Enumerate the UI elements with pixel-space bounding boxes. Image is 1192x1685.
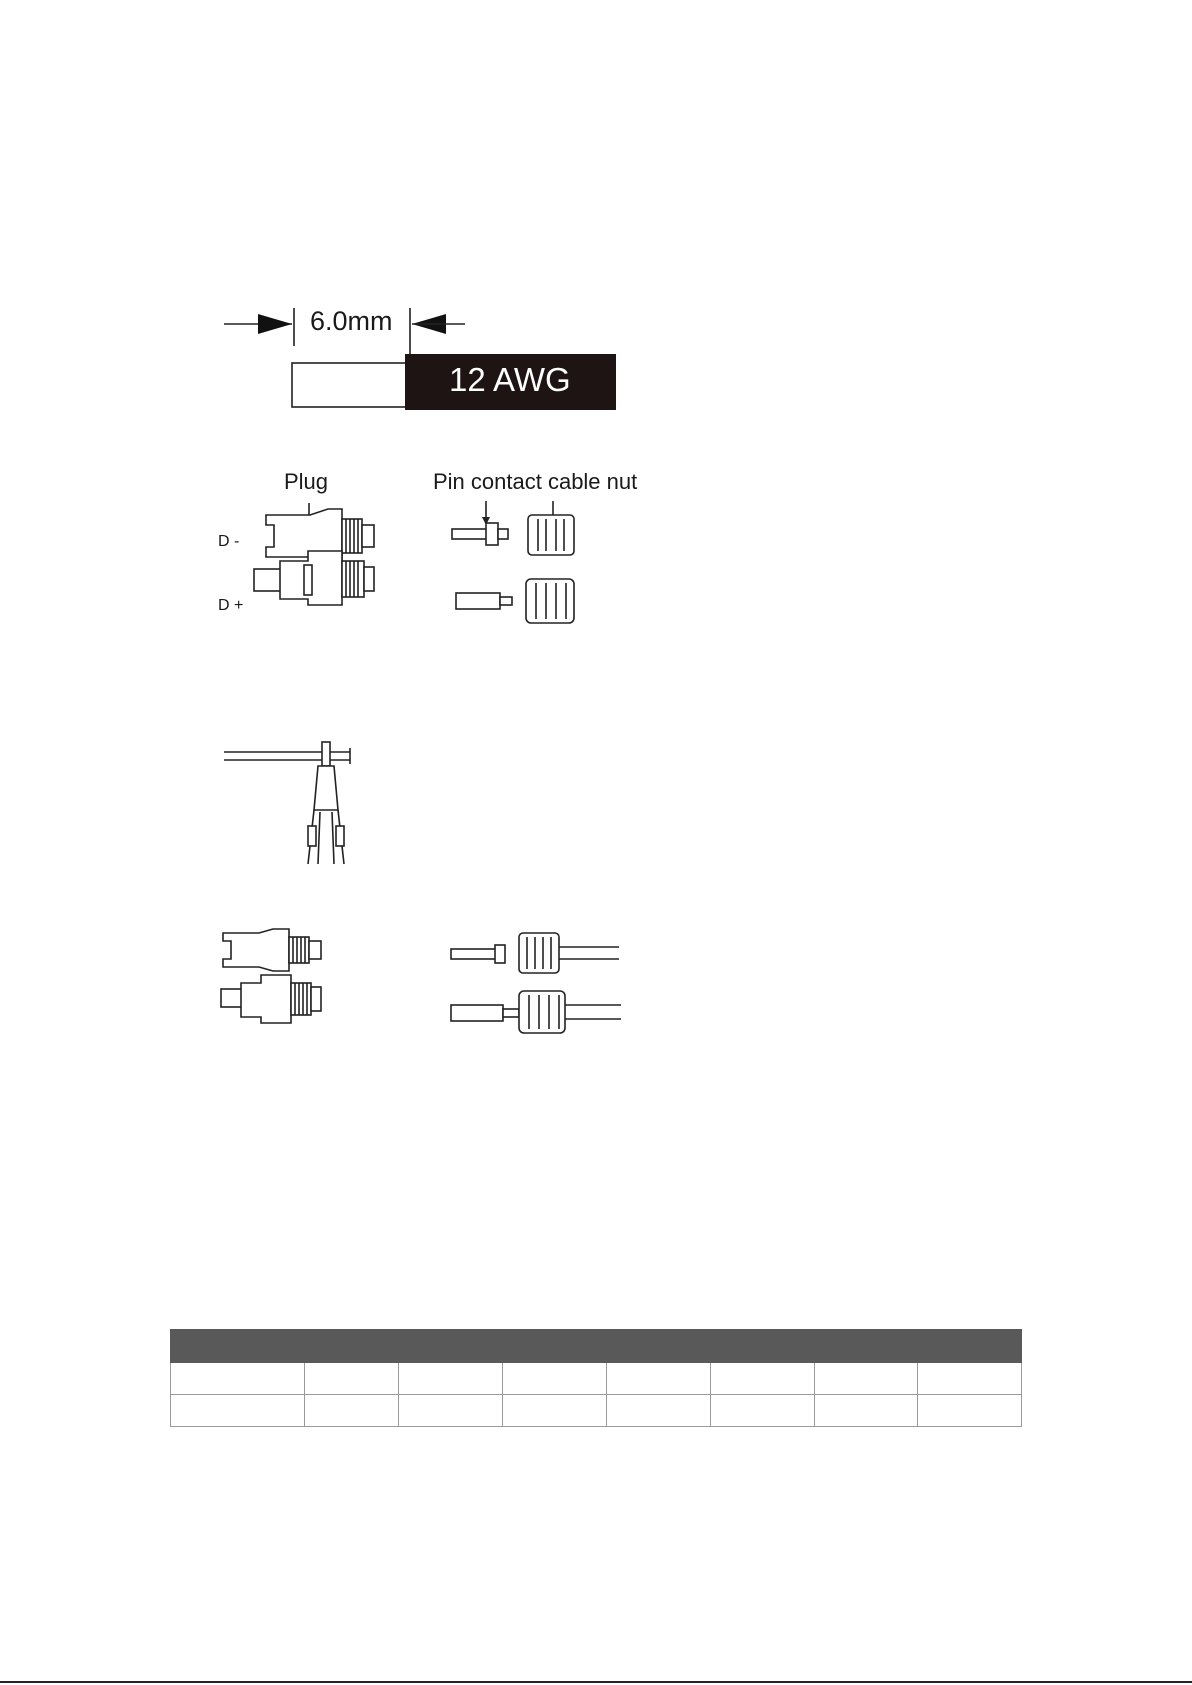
table-cell bbox=[399, 1363, 503, 1395]
positive-nut-drawing bbox=[526, 579, 574, 623]
strip-length-figure bbox=[210, 300, 630, 420]
plug-label: Plug bbox=[284, 469, 329, 494]
table-header-cell bbox=[815, 1330, 918, 1363]
connector-parts-figure bbox=[250, 495, 590, 635]
pin-contact-label: Pin contact cable nut bbox=[433, 469, 638, 494]
specification-table bbox=[170, 1329, 1022, 1427]
table-header-cell bbox=[399, 1330, 503, 1363]
table-cell bbox=[607, 1395, 711, 1427]
table-row bbox=[171, 1395, 1022, 1427]
stripped-conductor bbox=[292, 363, 418, 407]
table-header-cell bbox=[607, 1330, 711, 1363]
assembled-parts-figure bbox=[215, 925, 625, 1030]
table-header-cell bbox=[918, 1330, 1022, 1363]
assembled-positive-pin-cable bbox=[451, 991, 621, 1033]
table-header-cell bbox=[305, 1330, 399, 1363]
table-header-cell bbox=[711, 1330, 815, 1363]
cable-drawing bbox=[224, 748, 350, 764]
dimension-label: 6.0mm bbox=[310, 306, 393, 336]
table-row bbox=[171, 1363, 1022, 1395]
table-cell bbox=[171, 1363, 305, 1395]
positive-plug-drawing bbox=[254, 551, 374, 605]
negative-nut-drawing bbox=[528, 501, 574, 555]
table-cell bbox=[918, 1363, 1022, 1395]
table-cell bbox=[815, 1363, 918, 1395]
negative-pin-drawing bbox=[452, 501, 508, 545]
table-cell bbox=[918, 1395, 1022, 1427]
table-cell bbox=[711, 1363, 815, 1395]
table-cell bbox=[503, 1363, 607, 1395]
table-header-row bbox=[171, 1330, 1022, 1363]
table-cell bbox=[399, 1395, 503, 1427]
table-header-cell bbox=[503, 1330, 607, 1363]
footer-rule bbox=[0, 1681, 1192, 1683]
table-cell bbox=[711, 1395, 815, 1427]
table-cell bbox=[171, 1395, 305, 1427]
table-cell bbox=[815, 1395, 918, 1427]
table-header-cell bbox=[171, 1330, 305, 1363]
assembled-negative-plug bbox=[223, 929, 321, 971]
table-cell bbox=[503, 1395, 607, 1427]
table-cell bbox=[607, 1363, 711, 1395]
positive-label: D + bbox=[218, 597, 244, 614]
table-cell bbox=[305, 1395, 399, 1427]
assembled-positive-plug bbox=[221, 975, 321, 1023]
positive-pin-drawing bbox=[456, 593, 512, 609]
negative-label: D - bbox=[218, 533, 240, 550]
crimping-figure bbox=[220, 740, 370, 865]
assembled-negative-pin-cable bbox=[451, 933, 619, 973]
cable-gauge-label: 12 AWG bbox=[449, 361, 571, 398]
table-cell bbox=[305, 1363, 399, 1395]
